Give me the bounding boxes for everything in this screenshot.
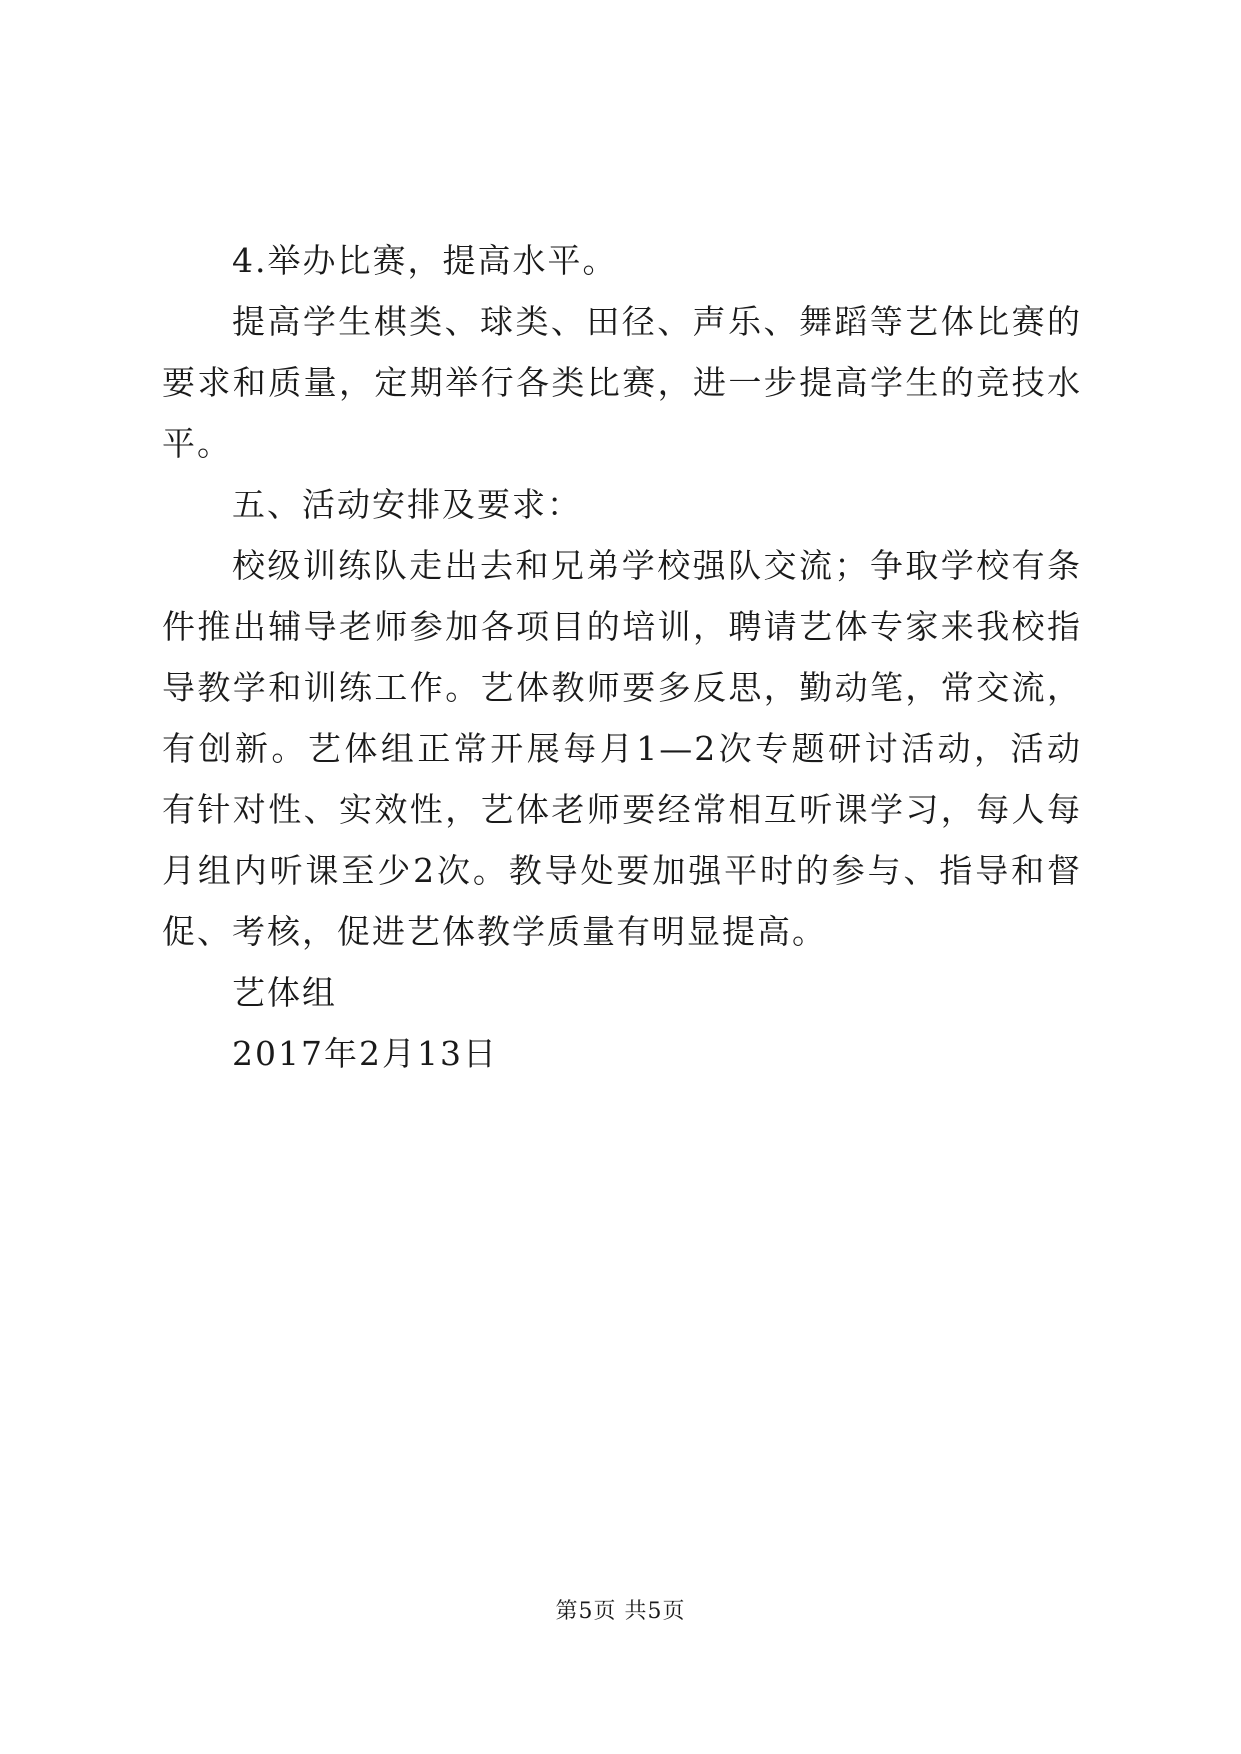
document-body: [162, 230, 1082, 1084]
date-line: 2017年2月13日: [232, 1034, 498, 1073]
signature-line: 艺体组: [232, 973, 337, 1012]
paragraph-activity-requirements: 校级训练队走出去和兄弟学校强队交流；争取学校有条件推出辅导老师参加各项目的培训，聘请艺体专家来我校指导教学和训练工作。艺体教师要多反思，勤动笔，常交流，有创新。艺体组正常开展每月1—2次专题研讨活动，活动有针对性、实效性，艺体老师要经常相互听课学习，每人每月组内听课至少2次。教导处要加强平时的参与、指导和督促、考核，促进艺体教学质量有明显提高。: [162, 546, 1082, 951]
page-footer: [0, 1597, 1241, 1627]
section-heading-activity-arrangement: 五、活动安排及要求：: [232, 485, 582, 524]
page-number-indicator: 第5页 共5页: [555, 1599, 686, 1624]
paragraph-competition-quality: 提高学生棋类、球类、田径、声乐、舞蹈等艺体比赛的要求和质量，定期举行各类比赛，进一步提高学生的竞技水平。: [162, 302, 1082, 463]
section-heading-competition: 4.举办比赛，提高水平。: [232, 241, 618, 280]
